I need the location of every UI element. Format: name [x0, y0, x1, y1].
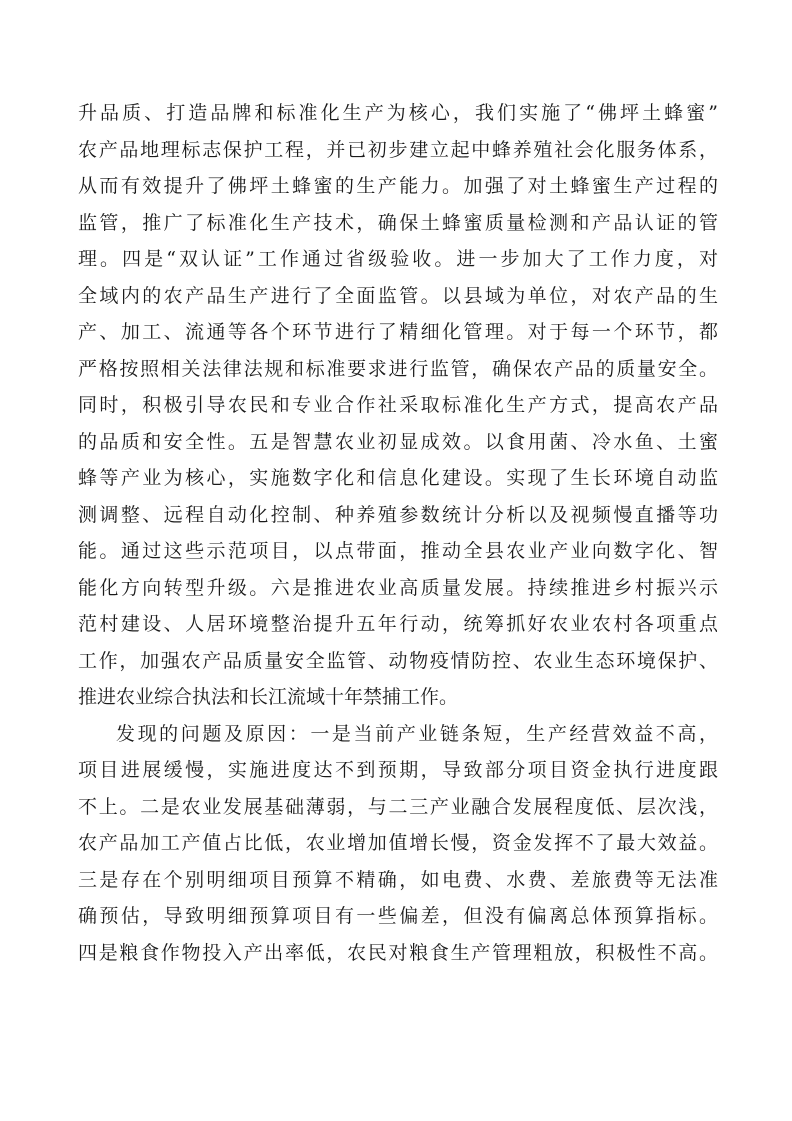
- text-line: 不上。二是农业发展基础薄弱，与二三产业融合发展程度低、层次浅，: [78, 795, 718, 818]
- text-line: 升品质、打造品牌和标准化生产为核心，我们实施了“佛坪土蜂蜜”: [78, 102, 718, 124]
- text-line: 三是存在个别明细项目预算不精确，如电费、水费、差旅费等无法准: [78, 868, 718, 891]
- text-line: 确预估，导致明细预算项目有一些偏差，但没有偏离总体预算指标。: [78, 905, 718, 927]
- text-line: 农产品加工产值占比低，农业增加值增长慢，资金发挥不了最大效益。: [78, 832, 718, 854]
- text-line: 从而有效提升了佛坪土蜂蜜的生产能力。加强了对土蜂蜜生产过程的: [78, 175, 718, 197]
- text-line: 推进农业综合执法和长江流域十年禁捕工作。: [78, 686, 459, 708]
- text-line: 监管，推广了标准化生产技术，确保土蜂蜜质量检测和产品认证的管: [78, 211, 718, 234]
- text-line: 蜂等产业为核心，实施数字化和信息化建设。实现了生长环境自动监: [78, 467, 718, 489]
- text-line: 产、加工、流通等各个环节进行了精细化管理。对于每一个环节，都: [78, 321, 718, 343]
- paragraph-1: [78, 95, 718, 716]
- text-line: 能化方向转型升级。六是推进农业高质量发展。持续推进乡村振兴示: [78, 576, 718, 599]
- text-line: 理。四是“双认证”工作通过省级验收。进一步加大了工作力度，对: [78, 248, 718, 270]
- text-line: 范村建设、人居环境整治提升五年行动，统筹抓好农业农村各项重点: [78, 613, 718, 635]
- text-line: 的品质和安全性。五是智慧农业初显成效。以食用菌、冷水鱼、土蜜: [78, 430, 718, 453]
- text-line: 测调整、远程自动化控制、种养殖参数统计分析以及视频慢直播等功: [78, 503, 718, 526]
- paragraph-2: [78, 716, 718, 972]
- document-body: [78, 95, 718, 971]
- text-line: 能。通过这些示范项目，以点带面，推动全县农业产业向数字化、智: [78, 540, 718, 562]
- text-line: 项目进展缓慢，实施进度达不到预期，导致部分项目资金执行进度跟: [78, 759, 718, 781]
- text-line: 全域内的农产品生产进行了全面监管。以县域为单位，对农产品的生: [78, 284, 718, 307]
- text-line: 同时，积极引导农民和专业合作社采取标准化生产方式，提高农产品: [78, 394, 718, 416]
- text-line: 工作，加强农产品质量安全监管、动物疫情防控、农业生态环境保护、: [78, 649, 718, 672]
- text-line: 农产品地理标志保护工程，并已初步建立起中蜂养殖社会化服务体系，: [78, 138, 718, 161]
- text-line: 严格按照相关法律法规和标准要求进行监管，确保农产品的质量安全。: [78, 357, 718, 380]
- text-line: 四是粮食作物投入产出率低，农民对粮食生产管理粗放，积极性不高。: [78, 941, 718, 964]
- text-line: 发现的问题及原因：一是当前产业链条短，生产经营效益不高，: [116, 722, 718, 745]
